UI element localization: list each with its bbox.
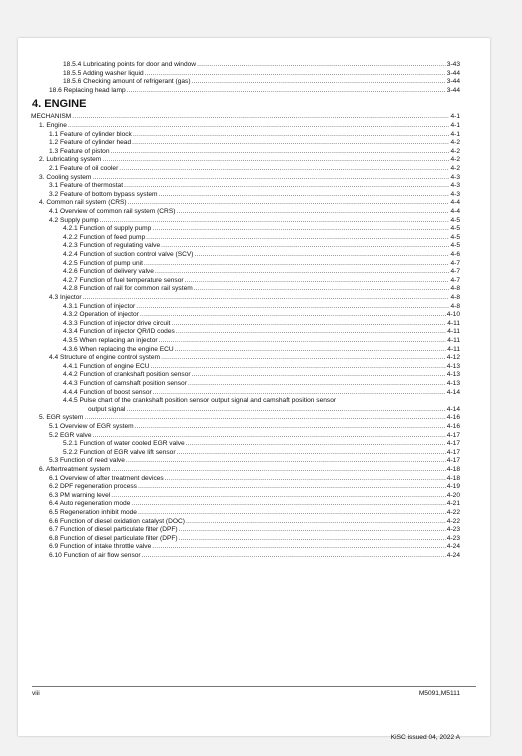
toc-entry-page: 4-19: [446, 483, 460, 491]
toc-entry-page: 4-11: [447, 345, 460, 353]
toc-entry-page: 4-18: [446, 474, 460, 482]
toc-entry-page: 4-10: [446, 311, 460, 319]
toc-entry-title: 18.6 Replacing head lamp: [49, 86, 126, 94]
toc-entry-page: 4-1: [450, 113, 460, 121]
toc-entry-page: 4-5: [450, 242, 460, 250]
toc-entry-title: 4.2.7 Function of fuel temperature sensor: [63, 276, 184, 284]
toc-entry-title: 6.7 Function of diesel particulate filter (DPF): [49, 526, 178, 534]
toc-entry-title: 4.4.3 Function of camshaft position sensor: [63, 380, 187, 387]
toc-entry-page: 4-24: [446, 552, 460, 559]
toc-entry-title: MECHANISM: [31, 113, 72, 121]
toc-entry-page: 4-16: [446, 423, 460, 430]
toc-entry-page: 4-24: [446, 543, 460, 551]
toc-entry-title: 4.4 Structure of engine control system: [49, 354, 161, 362]
toc-entry-title: 4.1 Overview of common rail system (CRS): [49, 208, 176, 215]
toc-entry-page: 4-13: [446, 371, 460, 379]
toc-entry-title: 5.1 Overview of EGR system: [49, 423, 134, 430]
toc-entry-page: 4-11: [447, 319, 460, 327]
toc-entry-page: 4-23: [446, 526, 460, 534]
section-heading: 4. ENGINE: [32, 98, 87, 111]
toc-entry-title: 5.2.1 Function of water cooled EGR valve: [63, 440, 185, 448]
toc-entry-title: 5.2.2 Function of EGR valve lift sensor: [63, 448, 176, 456]
toc-entry-title: 4.2 Supply pump: [49, 216, 99, 224]
toc-entry-title: 1. Engine: [39, 122, 67, 129]
toc-entry-title: 4.3.1 Function of injector: [63, 302, 136, 310]
toc-entry-title: 5.2 EGR valve: [49, 431, 92, 439]
toc-entry-page: 4-7: [450, 268, 460, 276]
toc-entry-page: 4-17: [446, 448, 460, 456]
toc-entry-page: 4-5: [450, 216, 460, 224]
toc-entry-page: 4-17: [446, 431, 460, 439]
toc-entry-title: 6. Aftertreatment system: [39, 466, 111, 473]
toc-entry-page: 4-8: [450, 294, 460, 301]
toc-entry-title: 4.3.4 Function of injector QR/ID codes: [63, 328, 175, 336]
toc-entry-page: 4-7: [450, 276, 460, 284]
footer-page-number: viii: [32, 690, 40, 697]
footer-divider: [32, 686, 476, 687]
toc-entry-title: 5. EGR system: [39, 414, 84, 422]
toc-entry-page: 3-44: [446, 86, 460, 94]
toc-entry-page: 4-20: [446, 491, 460, 499]
toc-entry-title: 4.3 Injector: [49, 294, 82, 301]
toc-entry-page: 3-43: [446, 61, 460, 68]
toc-entry-title: 1.3 Feature of piston: [49, 147, 110, 155]
toc-entry-title: 3.2 Feature of bottom bypass system: [49, 190, 158, 198]
toc-entry-title: 4.2.1 Function of supply pump: [63, 225, 152, 233]
toc-entry-page: 3-44: [446, 69, 460, 77]
toc-entry-title: 4.3.5 When replacing an injector: [63, 337, 158, 344]
toc-entry-page: 4-2: [450, 156, 460, 164]
toc-entry-title: 6.3 PM warning level: [49, 491, 111, 499]
toc-entry-page: 4-13: [446, 362, 460, 370]
toc-entry-title: 1.1 Feature of cylinder block: [49, 130, 132, 138]
toc-entry-page: 4-2: [450, 165, 460, 172]
toc-entry-title: 4.2.2 Function of feed pump: [63, 233, 146, 241]
toc-entry-title: 4.3.6 When replacing the engine ECU: [63, 345, 174, 353]
toc-entry-title: 4.2.8 Function of rail for common rail system: [63, 285, 193, 293]
toc-entry-title: 3.1 Feature of thermostat: [49, 182, 124, 190]
toc-entry-page: 4-14: [446, 388, 460, 396]
toc-entry-page: 4-7: [450, 259, 460, 267]
toc-entry-page: 4-17: [446, 457, 460, 465]
toc-dot-leader: [142, 551, 446, 560]
toc-entry-page: 4-16: [446, 414, 460, 422]
toc-entry-title: 4. Common rail system (CRS): [39, 199, 127, 207]
toc-entry-title: 6.2 DPF regeneration process: [49, 483, 137, 491]
toc-entry-page: 4-13: [446, 380, 460, 387]
toc-entry-page: 4-4: [450, 199, 460, 207]
toc-entry-title: 2. Lubricating system: [39, 156, 102, 164]
toc-entry-page: 4-17: [446, 440, 460, 448]
toc-entry-title: 1.2 Feature of cylinder head: [49, 139, 132, 147]
toc-entry-title: 4.3.2 Operation of injector: [63, 311, 139, 319]
toc-entry-page: 4-1: [450, 122, 460, 129]
toc-entry-title: 6.4 Auto regeneration mode: [49, 500, 131, 508]
toc-entry-title: 4.4.2 Function of crankshaft position sensor: [63, 371, 191, 379]
toc-entry-title: 6.9 Function of intake throttle valve: [49, 543, 152, 551]
toc-entry-title: 4.2.6 Function of delivery valve: [63, 268, 154, 276]
toc-entry-title: 4.3.3 Function of injector drive circuit: [63, 319, 171, 327]
toc-entry-page: 4-21: [446, 500, 460, 508]
toc-entry-page: 4-22: [446, 517, 460, 525]
toc-entry-title: 6.1 Overview of after treatment devices: [49, 474, 164, 482]
toc-entry-page: 4-5: [450, 225, 460, 233]
toc-entry-title: 4.4.5 Pulse chart of the crankshaft position sensor output signal and camshaft position sensor: [63, 397, 337, 405]
toc-entry-title: 4.2.5 Function of pump unit: [63, 259, 143, 267]
toc-entry-page: 4-11: [447, 337, 460, 344]
toc-entry-title: 6.10 Function of air flow sensor: [49, 552, 141, 559]
toc-entry-title: 4.2.3 Function of regulating valve: [63, 242, 161, 250]
toc-dot-leader: [127, 86, 446, 95]
toc-entry-page: 4-18: [446, 466, 460, 473]
toc-entry-page: 4-1: [450, 130, 460, 138]
toc-entry-title: 4.4.1 Function of engine ECU: [63, 362, 150, 370]
toc-entry-page: 4-8: [450, 285, 460, 293]
toc-entry-title: 2.1 Feature of oil cooler: [49, 165, 119, 172]
toc-entry-page: 4-23: [446, 534, 460, 542]
toc-entry-page: 4-3: [450, 182, 460, 190]
document-page: [18, 38, 490, 741]
toc-entry-title: 6.8 Function of diesel particulate filter (DPF): [49, 534, 178, 542]
toc-entry-page: 4-3: [450, 190, 460, 198]
toc-entry-page: 4-11: [447, 328, 460, 336]
toc-entry-page: 4-8: [450, 302, 460, 310]
toc-entry-page: 4-4: [450, 208, 460, 215]
toc-entry-title: 18.5.5 Adding washer liquid: [63, 69, 144, 77]
toc-entry-title: 18.5.6 Checking amount of refrigerant (gas): [63, 78, 191, 86]
toc-entry-title: output signal: [88, 405, 126, 413]
toc-entry-title: 18.5.4 Lubricating points for door and window: [63, 61, 197, 68]
toc-entry-title: 5.3 Function of reed valve: [49, 457, 125, 465]
toc-entry-page: 4-6: [450, 251, 460, 258]
issue-notice: KiSC issued 04, 2022 A: [390, 734, 460, 741]
toc-entry-page: 4-22: [446, 509, 460, 516]
toc-entry-page: 4-12: [446, 354, 460, 362]
toc-entry-page: 4-2: [450, 139, 460, 147]
toc-entry-title: 4.4.4 Function of boost sensor: [63, 388, 152, 396]
toc-entry-page: 4-3: [450, 173, 460, 181]
toc-entry-title: 4.2.4 Function of suction control valve (SCV): [63, 251, 194, 258]
toc-entry-page: 4-2: [450, 147, 460, 155]
toc-entry-page: 3-44: [446, 78, 460, 86]
toc-entry-title: 6.6 Function of diesel oxidation catalyst (DOC): [49, 517, 185, 525]
toc-entry-page: 4-5: [450, 233, 460, 241]
toc-entry-page: 4-14: [446, 405, 460, 413]
toc-entry[interactable]: [49, 551, 460, 560]
toc-entry-title: 6.5 Regeneration inhibit mode: [49, 509, 137, 516]
toc-entry[interactable]: [49, 86, 460, 95]
footer-model-numbers: M5091,M5111: [418, 690, 460, 697]
toc-entry-title: 3. Cooling system: [39, 173, 92, 181]
